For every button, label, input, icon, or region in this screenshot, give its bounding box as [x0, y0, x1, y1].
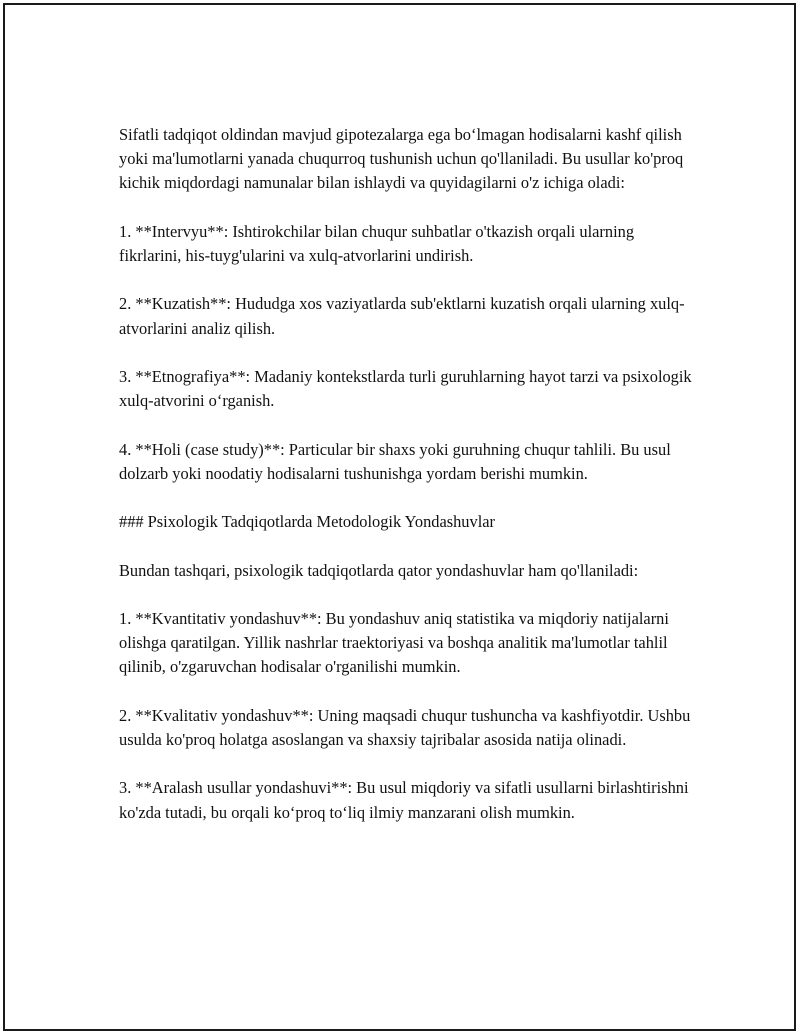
document-body	[119, 123, 699, 849]
list-item-mixed-methods: 3. **Aralash usullar yondashuvi**: Bu usul miqdoriy va sifatli usullarni birlashtirishni ko'zda tutadi, bu orqali ko‘proq to‘liq ilmiy manzarani olish mumkin.	[119, 778, 689, 822]
list-item-interview: 1. **Intervyu**: Ishtirokchilar bilan chuqur suhbatlar o'tkazish orqali ularning fikrlarini, his-tuyg'ularini va xulq-atvorlarini undirish.	[119, 221, 635, 265]
list-item-observation: 2. **Kuzatish**: Hududga xos vaziyatlarda sub'ektlarni kuzatish orqali ularning xulq-atvorlarini analiz qilish.	[119, 294, 685, 338]
list-item-case-study: 4. **Holi (case study)**: Particular bir shaxs yoki guruhning chuqur tahlili. Bu usul dolzarb yoki noodatiy hodisalarni tushunishga yordam berishi mumkin.	[119, 439, 671, 483]
intro-paragraph: Sifatli tadqiqot oldindan mavjud gipotezalarga ega bo‘lmagan hodisalarni kashf qilish yoki ma'lumotlarni yanada chuqurroq tushunish uchun qo'llaniladi. Bu usullar ko'proq kichik miqdordagi namunalar bilan ishlaydi va quyidagilarni o'z ichiga oladi:	[119, 125, 684, 193]
list-item-ethnography: 3. **Etnografiya**: Madaniy kontekstlarda turli guruhlarning hayot tarzi va psixologik xulq-atvorini o‘rganish.	[119, 366, 692, 411]
section-heading: ### Psixologik Tadqiqotlarda Metodologik Yondashuvlar	[119, 512, 495, 532]
approaches-intro-paragraph: Bundan tashqari, psixologik tadqiqotlarda qator yondashuvlar ham qo'llaniladi:	[119, 560, 639, 580]
list-item-quantitative: 1. **Kvantitativ yondashuv**: Bu yondashuv aniq statistika va miqdoriy natijalarni olishga qaratilgan. Yillik nashrlar traektoriyasi va boshqa analitik ma'lumotlar tahlil qilinib, o'zgaruvchan hodisalar o'rganilishi mumkin.	[119, 608, 669, 677]
list-item-qualitative: 2. **Kvalitativ yondashuv**: Uning maqsadi chuqur tushuncha va kashfiyotdir. Ushbu usulda ko'proq holatga asoslangan va shaxsiy tajribalar asosida natija olinadi.	[119, 705, 691, 749]
page-frame	[3, 3, 796, 1031]
